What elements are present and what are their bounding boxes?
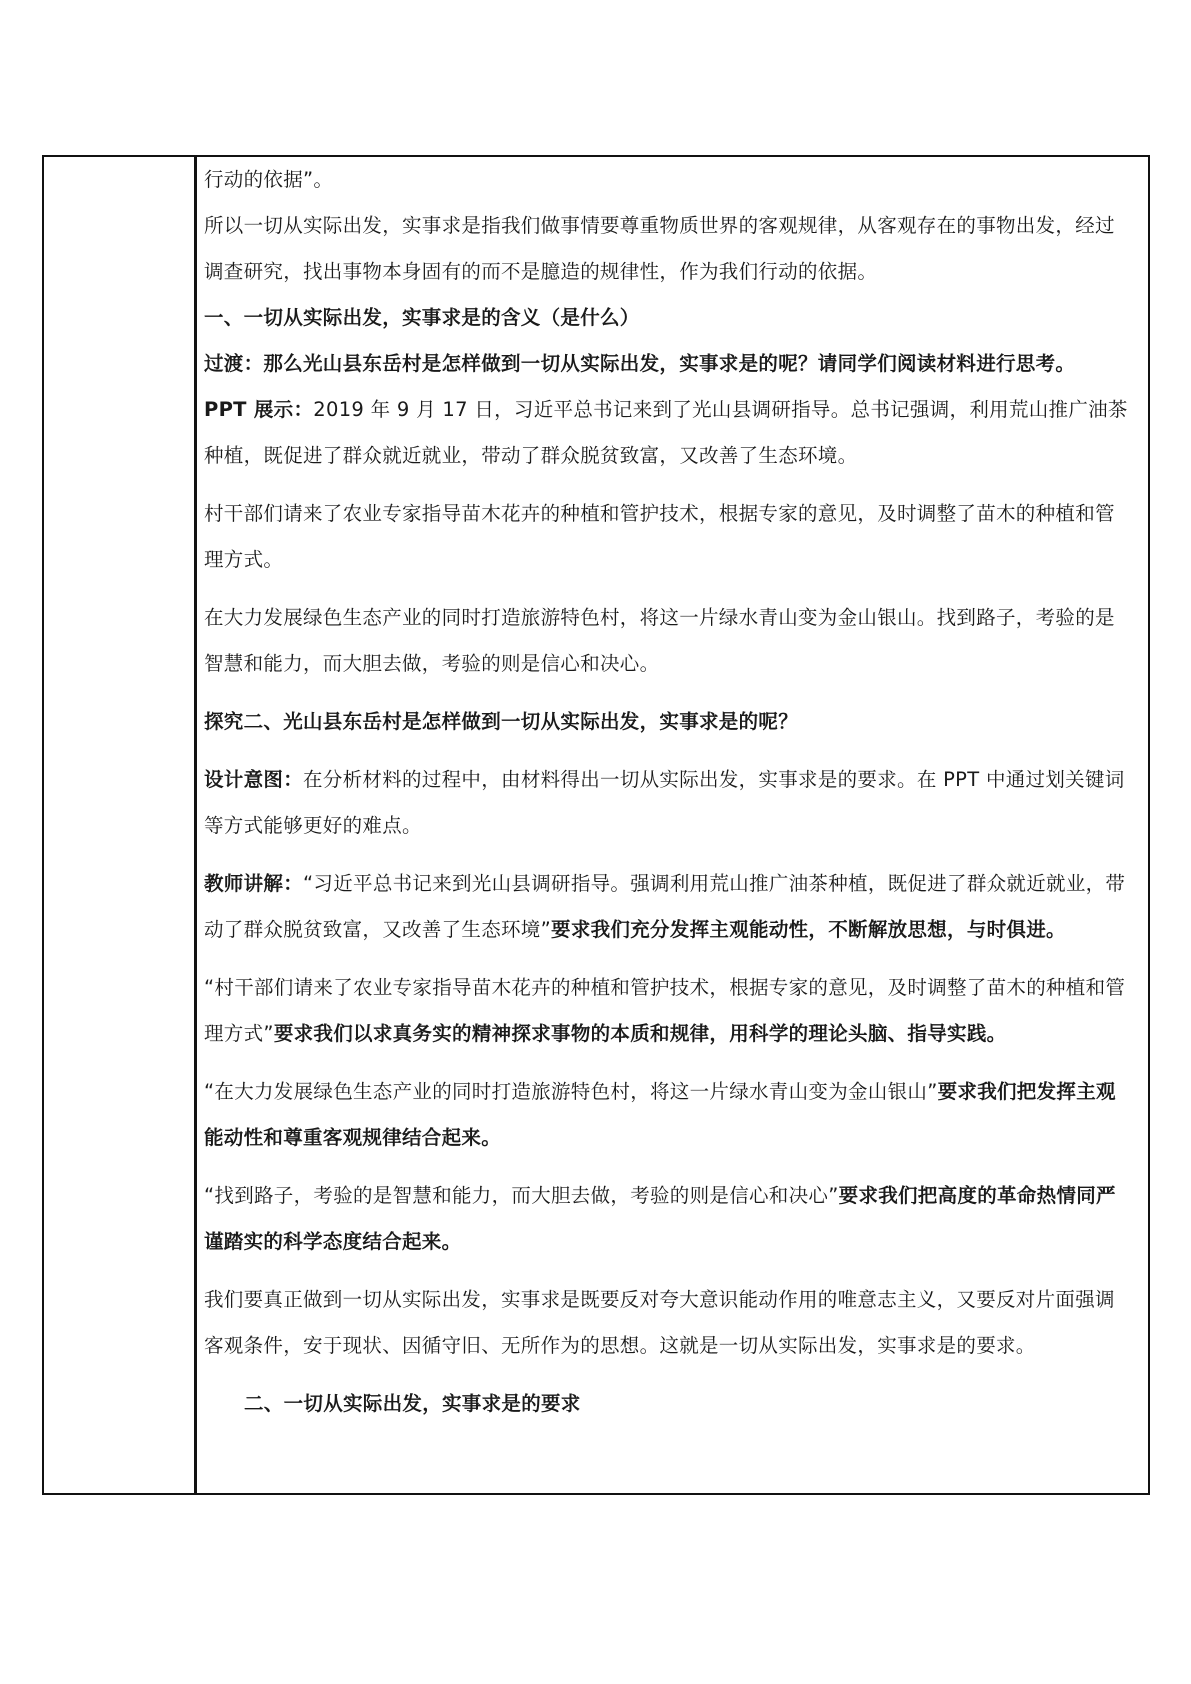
paragraph-transition: 过渡：那么光山县东岳村是怎样做到一切从实际出发，实事求是的呢？请同学们阅读材料进行思考。 [204, 352, 1076, 375]
heading-one: 一、一切从实际出发，实事求是的含义（是什么） [204, 306, 640, 329]
paragraph-village: 村干部们请来了农业专家指导苗木花卉的种植和管护技术，根据专家的意见，及时调整了苗木的种植和管理方式。 [204, 502, 1115, 571]
lesson-table [42, 155, 1150, 1495]
paragraph-teacher: 教师讲解：“习近平总书记来到光山县调研指导。强调利用荒山推广油茶种植，既促进了群众就近就业，带动了群众脱贫致富，又改善了生态环境”要求我们充分发挥主观能动性，不断解放思想，与时俱进。 [204, 872, 1126, 941]
paragraph-quote-three: “在大力发展绿色生态产业的同时打造旅游特色村，将这一片绿水青山变为金山银山”要求我们把发挥主观能动性和尊重客观规律结合起来。 [204, 1080, 1116, 1149]
table-left-column [44, 157, 197, 1493]
heading-explore-two: 探究二、光山县东岳村是怎样做到一切从实际出发，实事求是的呢？ [204, 710, 799, 733]
table-content-cell [204, 157, 1134, 1493]
paragraph-quote-four: “找到路子，考验的是智慧和能力，而大胆去做，考验的则是信心和决心”要求我们把高度的革命热情同严谨踏实的科学态度结合起来。 [204, 1184, 1116, 1253]
paragraph-tourism: 在大力发展绿色生态产业的同时打造旅游特色村，将这一片绿水青山变为金山银山。找到路子，考验的是智慧和能力，而大胆去做，考验的则是信心和决心。 [204, 606, 1115, 675]
paragraph-quote-two: “村干部们请来了农业专家指导苗木花卉的种植和管护技术，根据专家的意见，及时调整了苗木的种植和管理方式”要求我们以求真务实的精神探求事物的本质和规律，用科学的理论头脑、指导实践。 [204, 976, 1126, 1045]
paragraph-ppt: PPT 展示：2019 年 9 月 17 日，习近平总书记来到了光山县调研指导。总书记强调，利用荒山推广油茶种植，既促进了群众就近就业，带动了群众脱贫致富，又改善了生态环境。 [204, 398, 1128, 467]
paragraph-summary: 我们要真正做到一切从实际出发，实事求是既要反对夸大意识能动作用的唯意志主义，又要反对片面强调客观条件，安于现状、因循守旧、无所作为的思想。这就是一切从实际出发，实事求是的要求。 [204, 1288, 1115, 1357]
paragraph-definition: 所以一切从实际出发，实事求是指我们做事情要尊重物质世界的客观规律，从客观存在的事物出发，经过调查研究，找出事物本身固有的而不是臆造的规律性，作为我们行动的依据。 [204, 214, 1115, 283]
heading-two: 二、一切从实际出发，实事求是的要求 [244, 1392, 581, 1415]
paragraph-design-intent: 设计意图：在分析材料的过程中，由材料得出一切从实际出发，实事求是的要求。在 PPT 中通过划关键词等方式能够更好的难点。 [204, 768, 1125, 837]
paragraph-continuation: 行动的依据”。 [204, 168, 334, 191]
